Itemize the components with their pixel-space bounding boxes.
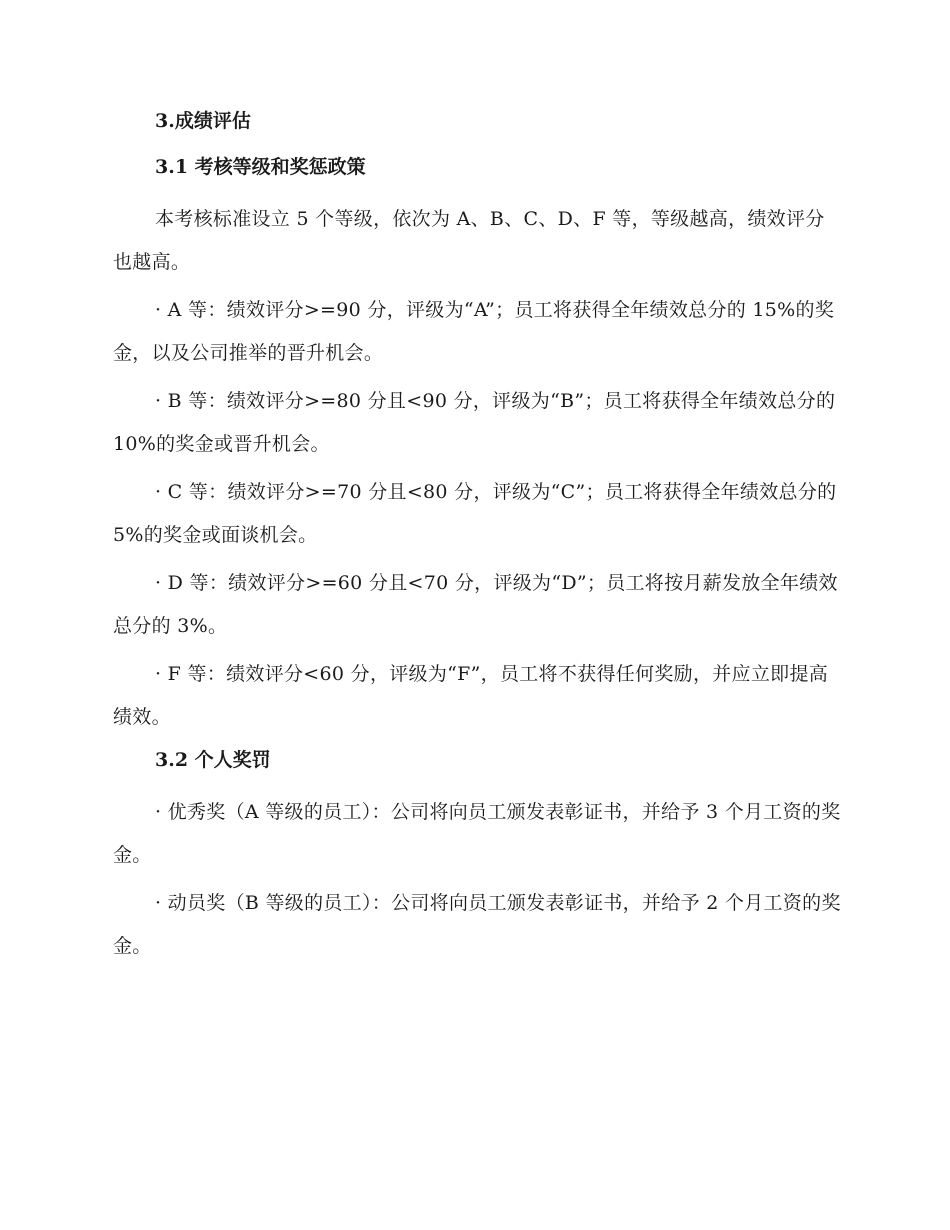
- motivation-award-paragraph: · 动员奖（B 等级的员工）：公司将向员工颁发表彰证书，并给予 2 个月工资的奖金。: [113, 892, 841, 957]
- grade-b-paragraph: · B 等：绩效评分>=80 分且<90 分，评级为“B”；员工将获得全年绩效总分的 10%的奖金或晋升机会。: [113, 390, 836, 455]
- section-3-2-heading: 3.2 个人奖罚: [155, 749, 271, 771]
- section-3-1-heading: 3.1 考核等级和奖惩政策: [155, 156, 366, 178]
- section-3-heading: 3.成绩评估: [155, 110, 251, 132]
- excellence-award-paragraph: · 优秀奖（A 等级的员工）：公司将向员工颁发表彰证书，并给予 3 个月工资的奖金。: [113, 801, 841, 866]
- intro-paragraph: 本考核标准设立 5 个等级，依次为 A、B、C、D、F 等，等级越高，绩效评分也越高。: [113, 208, 825, 273]
- grade-d-paragraph: · D 等：绩效评分>=60 分且<70 分，评级为“D”；员工将按月薪发放全年绩效总分的 3%。: [113, 572, 838, 637]
- grade-f-paragraph: · F 等：绩效评分<60 分，评级为“F”，员工将不获得任何奖励，并应立即提高绩效。: [113, 663, 829, 728]
- grade-a-paragraph: · A 等：绩效评分>=90 分，评级为“A”；员工将获得全年绩效总分的 15%的奖金，以及公司推举的晋升机会。: [113, 299, 835, 364]
- document-body: [113, 106, 841, 973]
- grade-c-paragraph: · C 等：绩效评分>=70 分且<80 分，评级为“C”；员工将获得全年绩效总分的 5%的奖金或面谈机会。: [113, 481, 837, 546]
